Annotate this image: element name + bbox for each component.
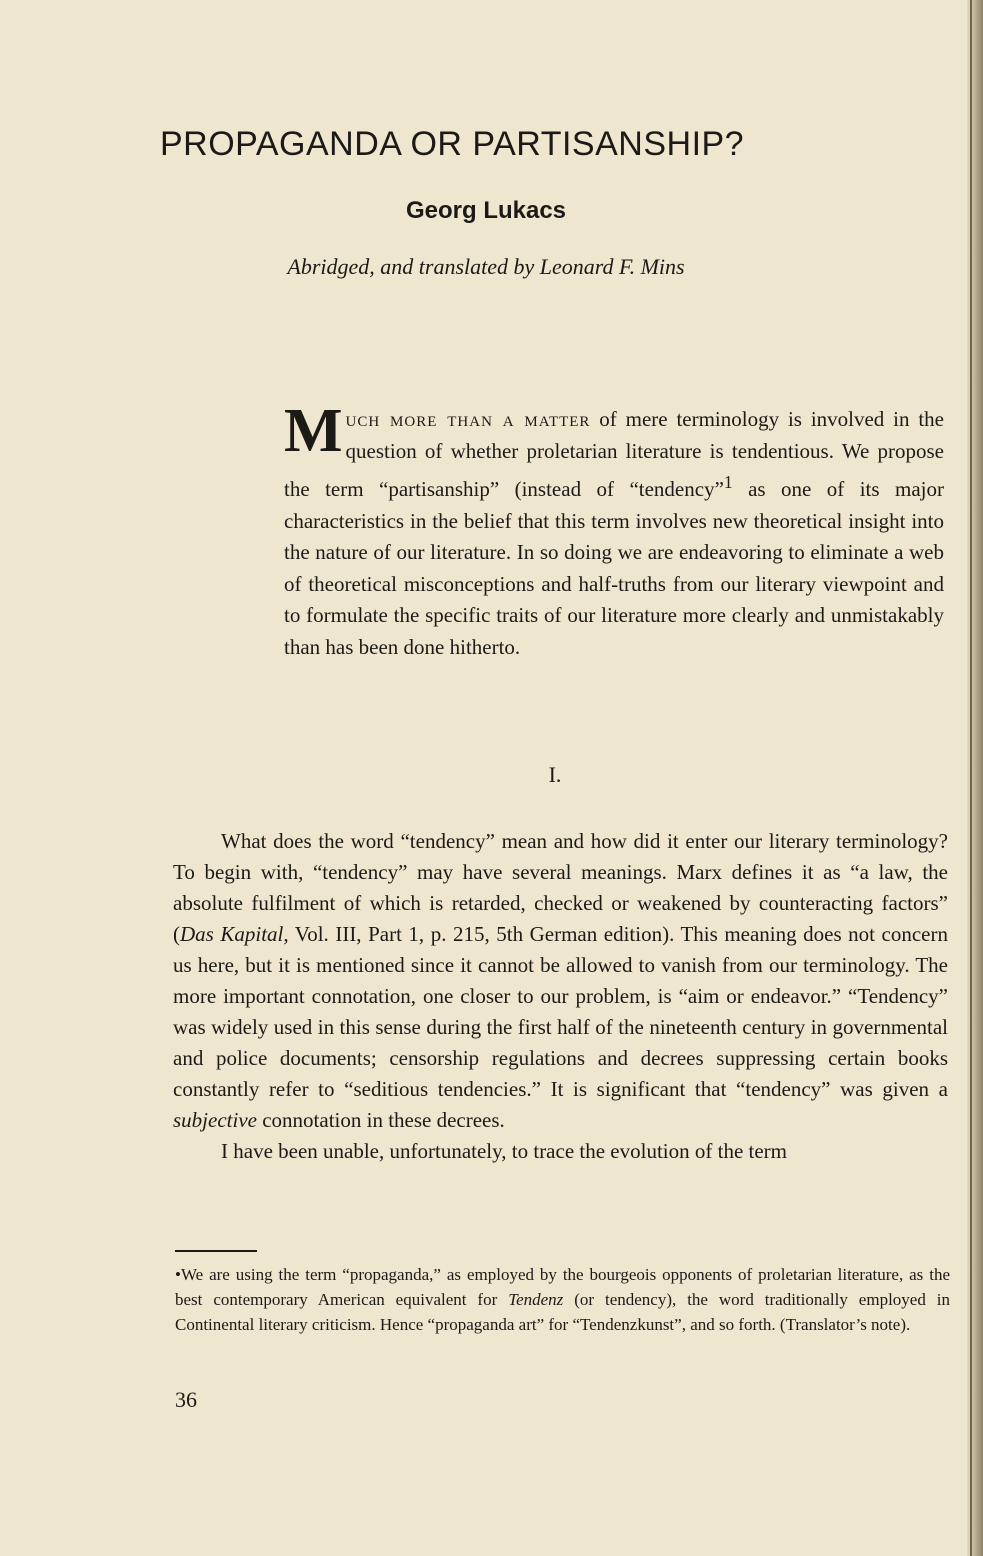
footnote-text: (or tendency), the word traditionally employed in Continental literary criticism. Hence “propaganda art” for “Tendenzkunst”, and so forth. (Translator’s note). <box>175 1290 951 1334</box>
section-number: I. <box>548 762 562 787</box>
body-paragraph <box>173 826 948 1136</box>
page-edge-line <box>970 0 972 1556</box>
translator-byline: Abridged, and translated by Leonard F. Mins <box>287 254 685 279</box>
citation: Das Kapital, <box>180 922 289 946</box>
intro-smallcaps: uch more than a matter <box>345 407 591 431</box>
intro-text: of mere terminology is involved in the question of whether proletarian literature is tendentious. We propose the term “partisanship” (instead of “tendency” <box>284 407 944 501</box>
emphasis: subjective <box>173 1108 257 1132</box>
body-text-run: connotation in these decrees. <box>256 1108 505 1132</box>
article-title: PROPAGANDA OR PARTISANSHIP? <box>160 125 745 163</box>
body-text-run: Vol. III, Part 1, p. 215, 5th German edition). This meaning does not concern us here, but it is mentioned since it cannot be allowed to vanish from our terminology. The more important connotation, one closer to our problem, is “aim or endeavor.” “Tendency” was widely used in this sense during the first half of the nineteenth century in governmental and police documents; censorship regulations and decrees suppressing certain books constantly refer to “seditious tendencies.” It is significant that “tendency” was given a <box>173 922 948 1101</box>
page-number: 36 <box>175 1387 197 1412</box>
footnote <box>175 1262 950 1337</box>
footnote-ref: 1 <box>723 472 733 492</box>
drop-cap: M <box>284 397 343 465</box>
body-paragraph: I have been unable, unfortunately, to trace the evolution of the term <box>221 1139 788 1163</box>
footnote-text: •We are using the term “propaganda,” as employed by the bourgeois opponents of proletarian literature, as the best contemporary American equivalent for <box>175 1265 950 1309</box>
author-name: Georg Lukacs <box>405 197 567 224</box>
intro-text-cont: as one of its major characteristics in the belief that this term involves new theoretical insight into the nature of our literature. In so doing we are endeavoring to eliminate a web of theoretical misconceptions and half-truths from our literary viewpoint and to formulate the specific traits of our literature more clearly and unmistakably than has been done hitherto. <box>284 477 944 659</box>
footnote-divider <box>175 1250 257 1252</box>
body-text <box>173 826 948 1167</box>
intro-paragraph <box>284 397 944 663</box>
footnote-emphasis: Tendenz <box>508 1290 564 1309</box>
body-text-run: What does the word “tendency” mean and how did it enter our literary terminology? To begin with, “tendency” may have several meanings. Marx defines it as “a law, the absolute fulfilment of which is retarded, checked or weakened by counteracting factors” ( <box>173 829 948 946</box>
